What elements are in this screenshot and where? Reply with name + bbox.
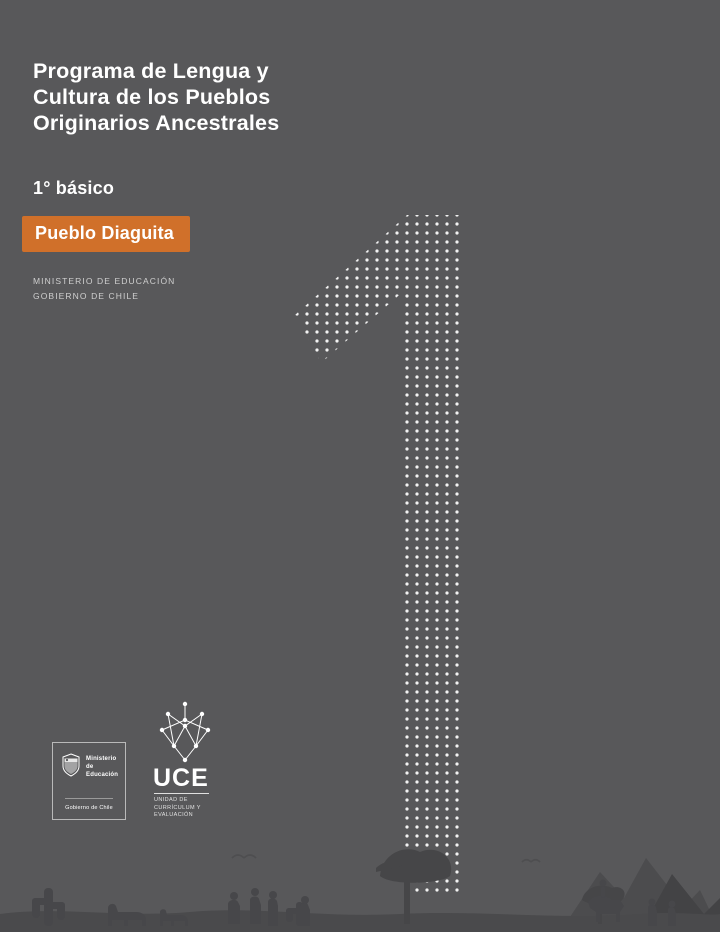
title-line-2: Cultura de los Pueblos <box>33 85 271 109</box>
uce-subtitle-line-3: EVALUACIÓN <box>154 812 194 818</box>
uce-logo <box>148 700 226 820</box>
ministry-line-1: MINISTERIO DE EDUCACIÓN <box>33 276 176 286</box>
chile-coat-of-arms-icon <box>60 753 82 777</box>
cover-title <box>33 58 453 136</box>
mineduc-line-2: Educación <box>86 772 119 778</box>
uce-subtitle-line-1: UNIDAD DE <box>154 797 188 803</box>
uce-acronym: UCE <box>153 764 209 792</box>
uce-divider <box>154 793 209 794</box>
ministry-caption <box>33 274 175 304</box>
mineduc-logo <box>52 742 126 820</box>
mineduc-logo-text <box>86 755 125 779</box>
title-line-3: Originarios Ancestrales <box>33 111 280 135</box>
grade-label: 1° básico <box>33 178 115 198</box>
landscape-silhouette <box>0 802 720 932</box>
title-line-1: Programa de Lengua y <box>33 59 269 83</box>
mineduc-divider <box>65 798 113 799</box>
pueblo-badge: Pueblo Diaguita <box>22 216 190 252</box>
ministry-line-2: GOBIERNO DE CHILE <box>33 291 140 301</box>
mineduc-footer: Gobierno de Chile <box>65 805 113 811</box>
uce-subtitle-line-2: CURRÍCULUM Y <box>154 804 201 811</box>
mineduc-line-1: Ministerio de <box>86 756 117 770</box>
uce-subtitle <box>154 797 201 820</box>
uce-network-icon <box>152 700 218 766</box>
